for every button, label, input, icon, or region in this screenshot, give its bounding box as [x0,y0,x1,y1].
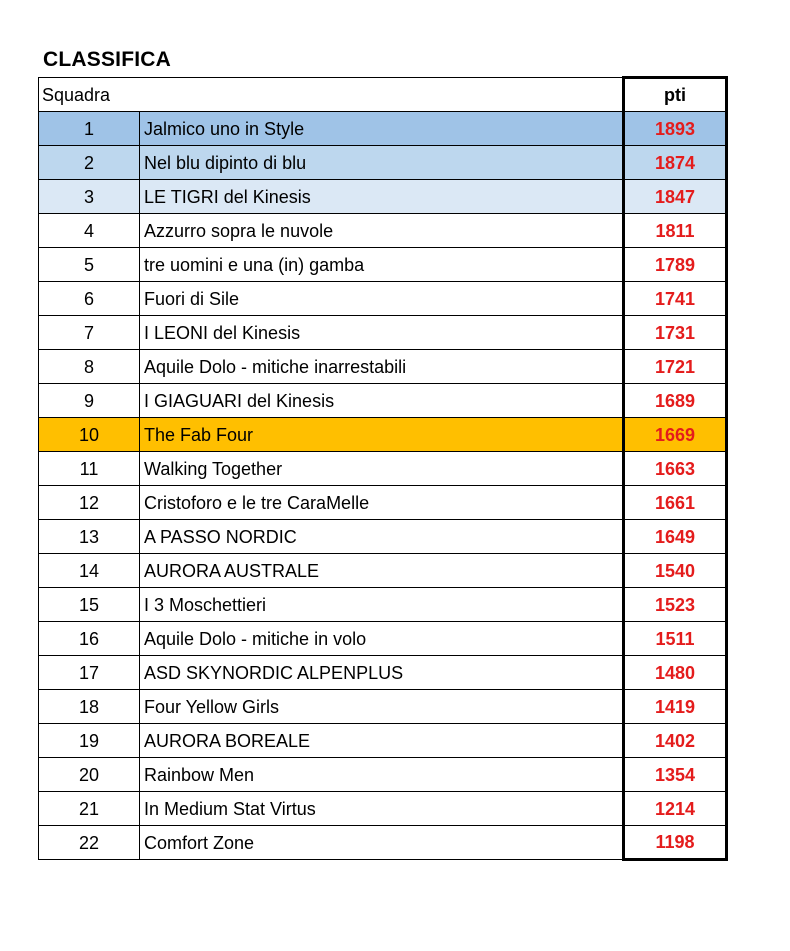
table-row [39,588,727,622]
rank-position: 11 [39,452,140,486]
rank-position: 2 [39,146,140,180]
rank-position: 20 [39,758,140,792]
rank-position: 9 [39,384,140,418]
team-points: 1198 [624,826,727,860]
rank-position: 16 [39,622,140,656]
team-name: In Medium Stat Virtus [140,792,624,826]
table-row [39,554,727,588]
rank-position: 3 [39,180,140,214]
table-row [39,622,727,656]
team-name: Four Yellow Girls [140,690,624,724]
rank-position: 21 [39,792,140,826]
team-points: 1540 [624,554,727,588]
team-name: Nel blu dipinto di blu [140,146,624,180]
table-row [39,826,727,860]
table-row [39,180,727,214]
team-points: 1419 [624,690,727,724]
table-row [39,350,727,384]
team-name: tre uomini e una (in) gamba [140,248,624,282]
rank-position: 7 [39,316,140,350]
team-name: Rainbow Men [140,758,624,792]
team-points: 1402 [624,724,727,758]
team-name: AURORA AUSTRALE [140,554,624,588]
table-row [39,452,727,486]
team-name: ASD SKYNORDIC ALPENPLUS [140,656,624,690]
ranking-table-body [39,78,727,860]
team-name: Walking Together [140,452,624,486]
team-name: Fuori di Sile [140,282,624,316]
table-row [39,486,727,520]
table-row [39,282,727,316]
rank-position: 5 [39,248,140,282]
rank-position: 1 [39,112,140,146]
team-points: 1874 [624,146,727,180]
team-name: I LEONI del Kinesis [140,316,624,350]
page-title: CLASSIFICA [43,48,171,71]
team-name: Azzurro sopra le nuvole [140,214,624,248]
team-column-header: Squadra [39,78,624,112]
rank-position: 10 [39,418,140,452]
rank-position: 4 [39,214,140,248]
rank-position: 19 [39,724,140,758]
table-row [39,146,727,180]
table-row [39,112,727,146]
rank-position: 15 [39,588,140,622]
team-name: LE TIGRI del Kinesis [140,180,624,214]
rank-position: 14 [39,554,140,588]
team-name: Comfort Zone [140,826,624,860]
table-row [39,690,727,724]
team-name: Jalmico uno in Style [140,112,624,146]
table-row [39,248,727,282]
table-row [39,792,727,826]
rank-position: 18 [39,690,140,724]
team-points: 1649 [624,520,727,554]
team-points: 1480 [624,656,727,690]
team-name: Aquile Dolo - mitiche in volo [140,622,624,656]
table-row [39,214,727,248]
team-points: 1731 [624,316,727,350]
table-header-row [39,78,727,112]
table-row [39,724,727,758]
team-points: 1661 [624,486,727,520]
team-name: I GIAGUARI del Kinesis [140,384,624,418]
team-points: 1721 [624,350,727,384]
table-row [39,656,727,690]
table-row [39,316,727,350]
team-name: A PASSO NORDIC [140,520,624,554]
rank-position: 17 [39,656,140,690]
rank-position: 12 [39,486,140,520]
table-row [39,384,727,418]
rank-position: 8 [39,350,140,384]
team-points: 1214 [624,792,727,826]
table-row [39,520,727,554]
team-points: 1669 [624,418,727,452]
team-points: 1893 [624,112,727,146]
team-points: 1741 [624,282,727,316]
team-name: I 3 Moschettieri [140,588,624,622]
points-column-header: pti [624,78,727,112]
team-name: AURORA BOREALE [140,724,624,758]
team-name: The Fab Four [140,418,624,452]
team-points: 1689 [624,384,727,418]
team-points: 1523 [624,588,727,622]
team-points: 1511 [624,622,727,656]
team-name: Cristoforo e le tre CaraMelle [140,486,624,520]
team-points: 1811 [624,214,727,248]
team-points: 1789 [624,248,727,282]
team-points: 1663 [624,452,727,486]
table-row [39,418,727,452]
team-name: Aquile Dolo - mitiche inarrestabili [140,350,624,384]
rank-position: 13 [39,520,140,554]
rank-position: 22 [39,826,140,860]
table-row [39,758,727,792]
ranking-table [38,76,728,861]
team-points: 1354 [624,758,727,792]
team-points: 1847 [624,180,727,214]
rank-position: 6 [39,282,140,316]
